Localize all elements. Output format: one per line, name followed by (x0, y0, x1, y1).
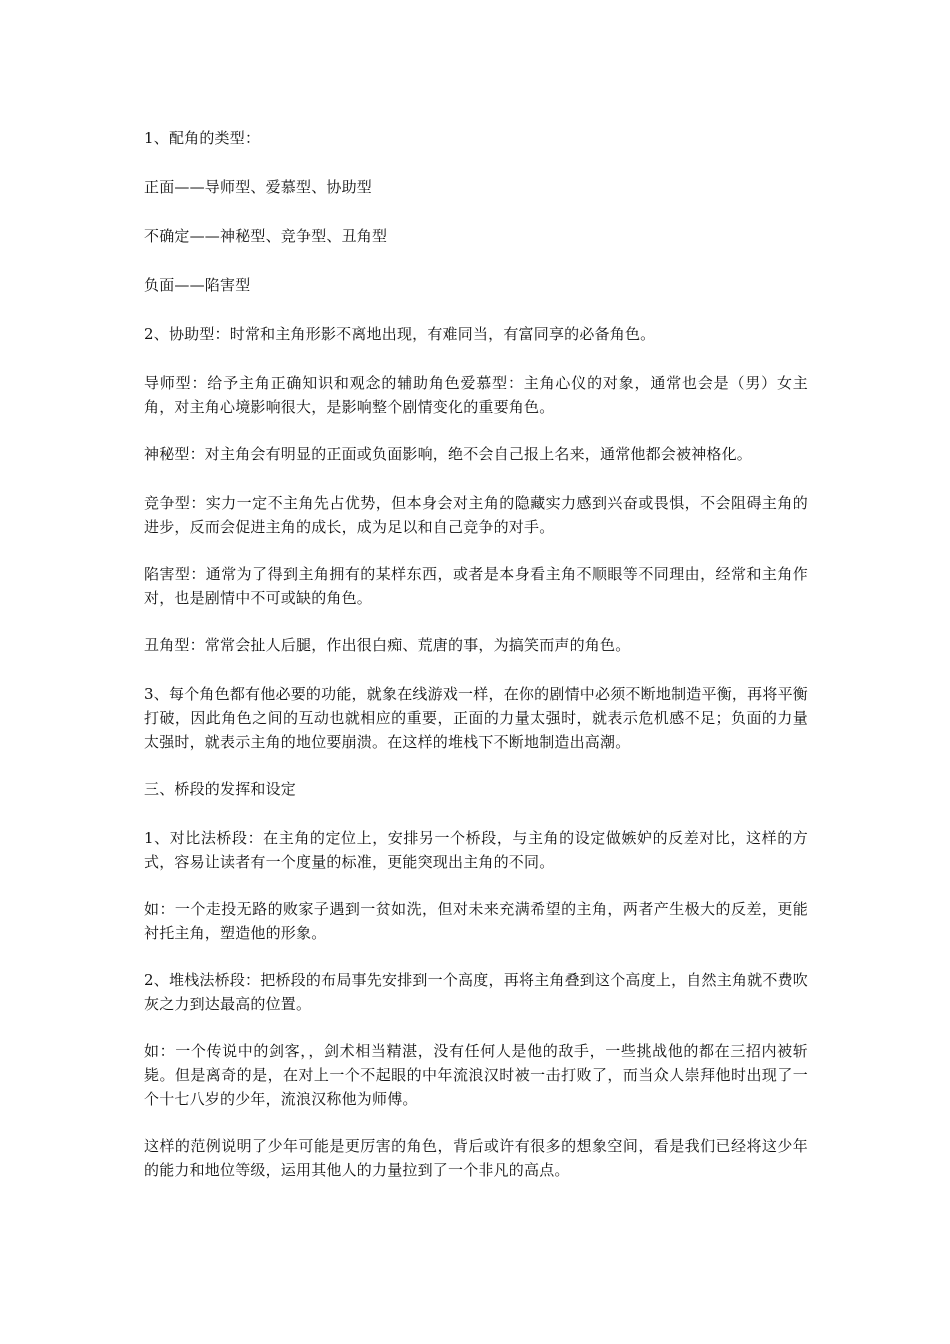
document-page (144, 126, 808, 1205)
uncertain-types-line: 不确定——神秘型、竞争型、丑角型 (144, 227, 388, 245)
clown-type-paragraph: 丑角型：常常会扯人后腿，作出很白痴、荒唐的事，为搞笑而声的角色。 (144, 636, 631, 654)
mentor-type-paragraph: 导师型：给予主角正确知识和观念的辅助角色爱慕型：主角心仪的对象，通常也会是（男）女主角，对主角心境影响很大，是影响整个剧情变化的重要角色。 (144, 374, 808, 416)
assist-type-paragraph: 2、协助型：时常和主角形影不离地出现，有难同当，有富同享的必备角色。 (144, 325, 656, 343)
section-heading-plot-devices: 三、桥段的发挥和设定 (144, 780, 297, 798)
contrast-example-paragraph: 如：一个走投无路的败家子遇到一贫如洗，但对未来充满希望的主角，两者产生极大的反差，更能衬托主角，塑造他的形象。 (144, 900, 808, 942)
stacking-example-paragraph: 如：一个传说中的剑客，，剑术相当精湛，没有任何人是他的敌手，一些挑战他的都在三招内被斩毙。但是离奇的是，在对上一个不起眼的中年流浪汉时被一击打败了，而当众人崇拜他时出现了一个十七八岁的少年，流浪汉称他为师傅。 (144, 1042, 808, 1108)
example-conclusion-paragraph: 这样的范例说明了少年可能是更厉害的角色，背后或许有很多的想象空间，看是我们已经将这少年的能力和地位等级，运用其他人的力量拉到了一个非凡的高点。 (144, 1137, 808, 1179)
mystery-type-paragraph: 神秘型：对主角会有明显的正面或负面影响，绝不会自己报上名来，通常他都会被神格化。 (144, 445, 753, 463)
stacking-device-paragraph: 2、堆栈法桥段：把桥段的布局事先安排到一个高度，再将主角叠到这个高度上，自然主角就不费吹灰之力到达最高的位置。 (144, 971, 808, 1013)
role-function-paragraph: 3、每个角色都有他必要的功能，就象在线游戏一样，在你的剧情中必须不断地制造平衡，再将平衡打破，因此角色之间的互动也就相应的重要，正面的力量太强时，就表示危机感不足；负面的力量太强时，就表示主角的地位要崩溃。在这样的堆栈下不断地制造出高潮。 (144, 685, 808, 751)
frame-type-paragraph: 陷害型：通常为了得到主角拥有的某样东西，或者是本身看主角不顺眼等不同理由，经常和主角作对，也是剧情中不可或缺的角色。 (144, 565, 808, 607)
rival-type-paragraph: 竞争型：实力一定不主角先占优势，但本身会对主角的隐藏实力感到兴奋或畏惧，不会阻碍主角的进步，反而会促进主角的成长，成为足以和自己竞争的对手。 (144, 494, 808, 536)
contrast-device-paragraph: 1、对比法桥段：在主角的定位上，安排另一个桥段，与主角的设定做嫉妒的反差对比，这样的方式，容易让读者有一个度量的标准，更能突现出主角的不同。 (144, 829, 808, 871)
heading-supporting-role-types: 1、配角的类型： (144, 129, 261, 147)
negative-types-line: 负面——陷害型 (144, 276, 251, 294)
positive-types-line: 正面——导师型、爱慕型、协助型 (144, 178, 373, 196)
